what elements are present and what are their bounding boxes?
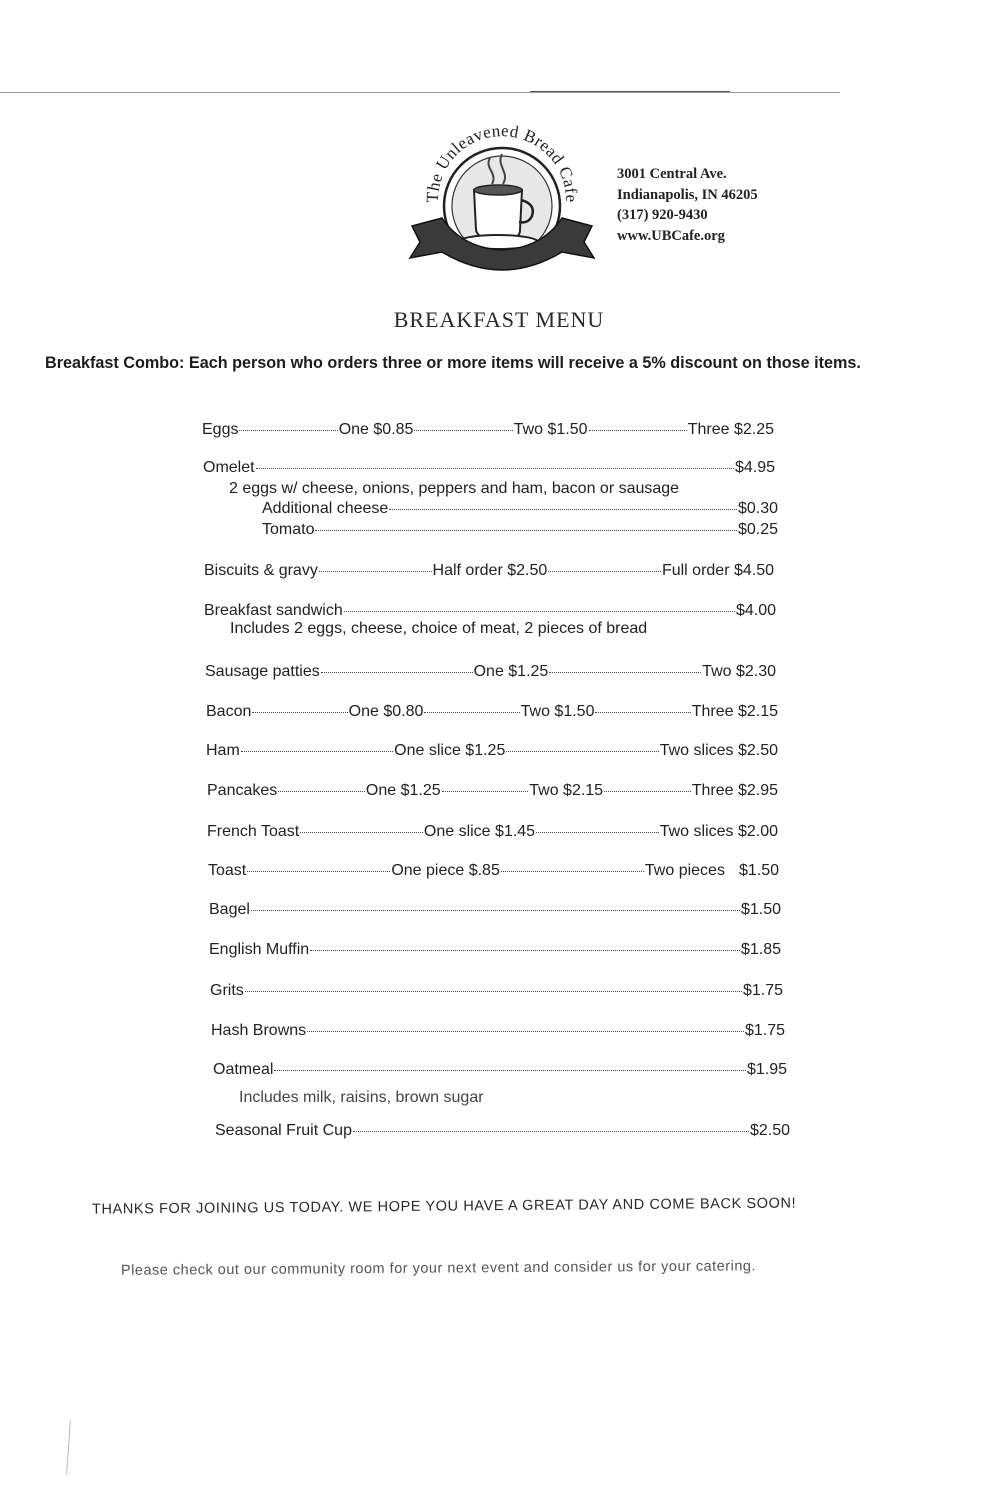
item-name: Biscuits & gravy bbox=[204, 562, 318, 579]
item-name: Breakfast sandwich bbox=[204, 602, 343, 619]
item-price-two: Two $2.30 bbox=[702, 663, 776, 680]
item-name: Grits bbox=[210, 982, 244, 999]
combo-discount-note: Breakfast Combo: Each person who orders three or more items will receive a 5% discount on those items. bbox=[45, 354, 861, 372]
omelet-description: 2 eggs w/ cheese, onions, peppers and ham, bacon or sausage bbox=[229, 480, 680, 497]
item-price-one: One $1.25 bbox=[365, 782, 441, 799]
item-price: $1.95 bbox=[746, 1061, 787, 1078]
page-title: BREAKFAST MENU bbox=[393, 307, 605, 332]
menu-item-breakfast-sandwich bbox=[204, 602, 776, 620]
item-price-two-label: Two pieces bbox=[644, 862, 725, 879]
menu-item-grits bbox=[210, 982, 783, 1000]
item-price-three: Three $2.25 bbox=[687, 421, 775, 438]
item-price: $1.50 bbox=[740, 901, 781, 918]
sandwich-description: Includes 2 eggs, cheese, choice of meat, 2 pieces of bread bbox=[230, 620, 648, 637]
menu-item-toast bbox=[208, 862, 779, 880]
community-room-note: Please check out our community room for your next event and consider us for your catering. bbox=[120, 1258, 757, 1279]
item-price-three: Three $2.95 bbox=[691, 782, 778, 799]
menu-item-biscuits-gravy bbox=[204, 562, 774, 580]
scan-edge-line bbox=[0, 92, 840, 93]
item-price: $1.75 bbox=[744, 1022, 785, 1039]
menu-item-ham bbox=[206, 742, 778, 760]
item-price-one: One $1.25 bbox=[473, 663, 549, 680]
menu-item-omelet bbox=[203, 459, 775, 477]
omelet-extra-cheese bbox=[262, 500, 778, 518]
cafe-logo bbox=[402, 118, 602, 278]
item-name: Oatmeal bbox=[213, 1061, 274, 1078]
item-name: Omelet bbox=[203, 459, 255, 476]
item-price-two: Two $1.50 bbox=[513, 421, 588, 438]
item-name: Eggs bbox=[202, 421, 239, 438]
address-city: Indianapolis, IN 46205 bbox=[617, 186, 758, 203]
item-price: $2.50 bbox=[749, 1122, 790, 1139]
item-name: Bagel bbox=[209, 901, 250, 918]
item-price-two: Two $2.15 bbox=[529, 782, 604, 799]
website-link[interactable]: www.UBCafe.org bbox=[617, 227, 725, 244]
item-price-three: Three $2.15 bbox=[691, 703, 779, 720]
item-price: $1.75 bbox=[742, 982, 783, 999]
item-price-one: One $0.80 bbox=[348, 703, 424, 720]
item-price: $4.95 bbox=[734, 459, 775, 476]
item-price: $4.00 bbox=[735, 602, 776, 619]
item-price-one: One slice $1.45 bbox=[423, 823, 536, 840]
menu-item-hash-browns bbox=[211, 1022, 785, 1040]
item-name: Additional cheese bbox=[262, 500, 389, 517]
item-name: Ham bbox=[206, 742, 240, 759]
menu-item-bacon bbox=[206, 703, 778, 721]
item-price-one: One piece $.85 bbox=[391, 862, 500, 879]
logo-text: The Unleavened Bread Cafe bbox=[422, 121, 582, 203]
item-name: French Toast bbox=[207, 823, 300, 840]
item-name: English Muffin bbox=[209, 941, 310, 958]
item-name: Seasonal Fruit Cup bbox=[215, 1122, 352, 1139]
scan-edge-line-dark bbox=[530, 91, 730, 92]
address-street: 3001 Central Ave. bbox=[617, 166, 727, 182]
item-price: $0.25 bbox=[737, 521, 778, 538]
menu-item-seasonal-fruit-cup bbox=[215, 1122, 790, 1140]
item-name: Toast bbox=[208, 862, 247, 879]
item-name: Hash Browns bbox=[211, 1022, 307, 1039]
item-price-one: One slice $1.25 bbox=[394, 742, 506, 759]
item-price: $1.85 bbox=[740, 941, 781, 958]
item-price-one: One $0.85 bbox=[338, 421, 414, 438]
omelet-tomato bbox=[262, 521, 778, 539]
menu-item-bagel bbox=[209, 901, 781, 919]
item-name: Pancakes bbox=[207, 782, 278, 799]
item-name: Sausage patties bbox=[205, 663, 320, 680]
item-price-two: Two $1.50 bbox=[520, 703, 595, 720]
oatmeal-description: Includes milk, raisins, brown sugar bbox=[239, 1089, 484, 1106]
item-name: Bacon bbox=[206, 703, 252, 720]
item-price-half: Half order $2.50 bbox=[432, 562, 548, 579]
menu-item-sausage-patties bbox=[205, 663, 776, 681]
menu-item-english-muffin bbox=[209, 941, 781, 959]
cafe-address-block bbox=[617, 164, 758, 246]
item-price-two: Two slices $2.00 bbox=[659, 823, 779, 840]
phone-number: (317) 920-9430 bbox=[617, 207, 708, 223]
menu-item-pancakes bbox=[207, 782, 778, 800]
item-name: Tomato bbox=[262, 521, 315, 538]
item-price: $0.30 bbox=[737, 500, 778, 517]
menu-item-french-toast bbox=[207, 823, 778, 841]
thanks-message: THANKS FOR JOINING US TODAY. WE HOPE YOU HAVE A GREAT DAY AND COME BACK SOON! bbox=[91, 1195, 797, 1218]
menu-item-eggs bbox=[202, 421, 774, 439]
item-price-full: Full order $4.50 bbox=[661, 562, 775, 579]
item-price-two: Two slices $2.50 bbox=[659, 742, 778, 759]
menu-item-oatmeal bbox=[213, 1061, 787, 1079]
item-price-two: $1.50 bbox=[738, 862, 779, 879]
scan-stray-mark bbox=[66, 1420, 71, 1475]
